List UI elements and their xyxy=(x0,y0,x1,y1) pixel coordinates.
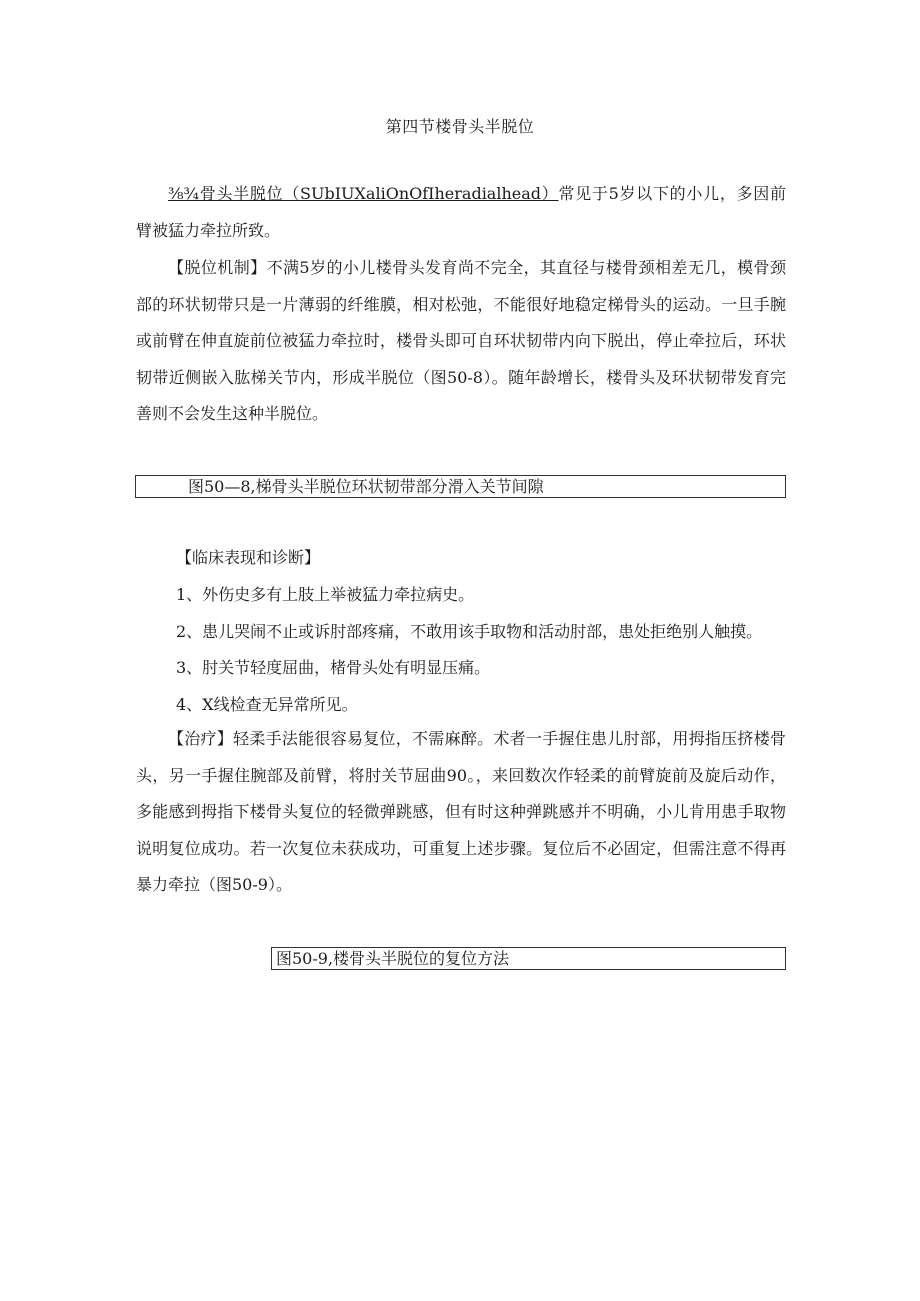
mechanism-text: 不满5岁的小儿楼骨头发育尚不完全，其直径与楼骨颈相差无几，模骨颈部的环状韧带只是一片薄弱的纤维膜，相对松弛，不能很好地稳定梯骨头的运动。一旦手腕或前臂在伸直旋前位被猛力牵拉时，楼骨头即可自环状韧带内向下脱出，停止牵拉后，环状韧带近侧嵌入肱梯关节内，形成半脱位（图50-8）。随年龄增长，楼骨头及环状韧带发育完善则不会发生这种半脱位。 xyxy=(136,258,786,423)
list-item: 4、X线检查无异常所见。 xyxy=(176,695,358,714)
treatment-text: 轻柔手法能很容易复位，不需麻醉。术者一手握住患儿肘部，用拇指压挤楼骨头，另一手握住腕部及前臂，将肘关节屈曲90。，来回数次作轻柔的前臂旋前及旋后动作，多能感到拇指下楼骨头复位的轻微弹跳感，但有时这种弹跳感并不明确，小儿肯用患手取物说明复位成功。若一次复位未获成功，可重复上述步骤。复位后不必固定，但需注意不得再暴力牵拉（图50-9）。 xyxy=(136,729,786,894)
figure-caption: 图50—8,梯骨头半脱位环状韧带部分滑入关节间隙 xyxy=(188,477,544,496)
intro-text: 常见于5岁以下的小儿，多因前臂被猛力牵拉所致。 xyxy=(136,184,786,240)
list-item: 1、外伤史多有上肢上举被猛力牵拉病史。 xyxy=(176,585,475,604)
term-definition: ⅜¾骨头半脱位（SUbIUXaliOnOfIheradialhead） xyxy=(168,184,559,203)
mechanism-heading: 【脱位机制】 xyxy=(168,258,267,277)
figure-caption-box xyxy=(271,947,786,970)
figure-caption-box xyxy=(135,475,786,498)
mechanism-paragraph xyxy=(136,250,786,433)
section-title: 第四节楼骨头半脱位 xyxy=(385,117,535,136)
treatment-heading: 【治疗】 xyxy=(168,729,234,748)
figure-caption: 图50-9,楼骨头半脱位的复位方法 xyxy=(276,949,510,968)
treatment-paragraph xyxy=(136,721,786,904)
list-item: 2、患儿哭闹不止或诉肘部疼痛，不敢用该手取物和活动肘部，患处拒绝别人触摸。 xyxy=(176,622,763,641)
list-item: 3、肘关节轻度屈曲，楮骨头处有明显压痛。 xyxy=(176,658,491,677)
intro-paragraph xyxy=(136,176,786,249)
clinical-heading: 【临床表现和诊断】 xyxy=(176,548,321,567)
